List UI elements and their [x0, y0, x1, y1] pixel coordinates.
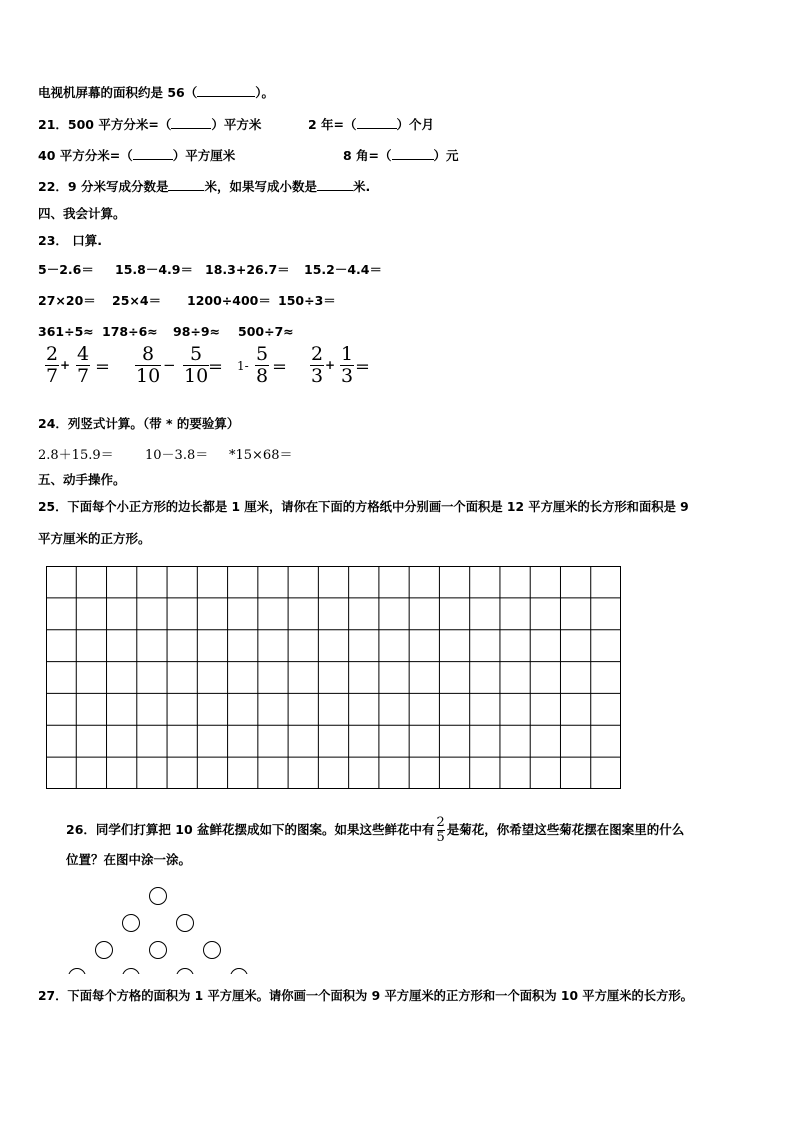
q23-row3-item: 500÷7≈: [238, 324, 294, 339]
denominator: 10: [184, 365, 209, 387]
q21d-post: ）元: [433, 148, 459, 163]
denominator: 7: [46, 365, 59, 387]
flower-circle[interactable]: [123, 915, 140, 932]
equals-sign: ＝: [208, 358, 224, 376]
q24-item: 10－3.8＝: [145, 448, 209, 463]
denominator: 3: [311, 365, 324, 387]
q21b-post: ）个月: [396, 117, 435, 132]
q21c-blank[interactable]: [133, 147, 173, 160]
fraction-2-5: [437, 816, 445, 845]
q26-line1: [66, 816, 684, 845]
q26-line2: 位置？在图中涂一涂。: [66, 852, 192, 867]
denominator: 8: [256, 365, 269, 387]
plus-sign: +: [325, 358, 336, 372]
one-minus: 1-: [237, 359, 249, 373]
q22-blank-decimal[interactable]: [317, 178, 353, 191]
q21c-post: ）平方厘米: [172, 148, 236, 163]
q21d-pre: 8 角=（: [343, 148, 392, 163]
q25-line2: 平方厘米的正方形。: [38, 531, 151, 546]
q27-line: 27．下面每个方格的面积为 1 平方厘米。请你画一个面积为 9 平方厘米的正方形和一个面积为 10 平方厘米的长方形。: [38, 989, 693, 1003]
q20-close: ）。: [255, 85, 275, 100]
flower-circle[interactable]: [69, 969, 86, 975]
section-5-heading: 五、动手操作。: [38, 472, 126, 487]
q21b-blank[interactable]: [357, 116, 397, 129]
numerator: 4: [77, 343, 90, 365]
q25-line1: 25．下面每个小正方形的边长都是 1 厘米，请你在下面的方格纸中分别画一个面积是 12 平方厘米的长方形和面积是 9: [38, 500, 689, 514]
q22-part2: 米，如果写成小数是: [204, 179, 317, 194]
q23-row3-item: 98÷9≈: [173, 324, 221, 339]
q21d-blank[interactable]: [392, 147, 434, 160]
q23-row3-item: 361÷5≈: [38, 324, 94, 339]
q21c-pre: 40 平方分米=（: [38, 148, 133, 163]
q23-row2-item: 150÷3＝: [278, 293, 336, 308]
q21a-line: [38, 116, 261, 133]
q21a-blank[interactable]: [171, 116, 211, 129]
flower-circle[interactable]: [177, 915, 194, 932]
flower-circle[interactable]: [204, 942, 221, 959]
fraction-4-7: [76, 344, 90, 387]
q23-row1-item: 5－2.6＝: [38, 262, 94, 277]
q26-post: 是菊花，你希望这些菊花摆在图案里的什么: [446, 822, 685, 837]
numerator: 5: [190, 343, 203, 365]
q21b-line: [308, 116, 434, 133]
flower-pattern[interactable]: [60, 884, 260, 974]
q24-item: *15×68＝: [229, 448, 293, 463]
q23-row1-item: 18.3+26.7＝: [205, 262, 290, 277]
numerator: 8: [142, 343, 155, 365]
q21d-line: [343, 147, 459, 164]
q21a-pre: 21．500 平方分米=（: [38, 117, 172, 132]
q24-item: 2.8＋15.9＝: [38, 448, 114, 463]
denominator: 10: [136, 365, 161, 387]
flower-circle[interactable]: [177, 969, 194, 975]
denominator: 5: [436, 830, 445, 845]
numerator: 5: [256, 343, 269, 365]
fraction-2-7: [45, 344, 59, 387]
numerator: 2: [46, 343, 59, 365]
fraction-1-3: [340, 344, 354, 387]
q22-blank-fraction[interactable]: [168, 178, 204, 191]
q20-tail-line: [38, 84, 274, 101]
q22-line: [38, 178, 370, 195]
equals-sign: ＝: [355, 358, 371, 376]
section-4-heading: 四、我会计算。: [38, 206, 126, 221]
fraction-2-3: [310, 344, 324, 387]
fraction-5-10: [183, 344, 209, 387]
q20-text: 电视机屏幕的面积约是 56（: [38, 85, 198, 100]
denominator: 7: [77, 365, 90, 387]
minus-sign: −: [163, 356, 176, 374]
q23-row3-item: 178÷6≈: [102, 324, 158, 339]
fraction-5-8: [255, 344, 269, 387]
q26-pre: 26．同学们打算把 10 盆鲜花摆成如下的图案。如果这些鲜花中有: [66, 822, 435, 837]
flower-circle[interactable]: [150, 888, 167, 905]
q24-title: 24．列竖式计算。（带 * 的要验算）: [38, 416, 240, 431]
flower-circle[interactable]: [231, 969, 248, 975]
q20-answer-blank[interactable]: [197, 84, 255, 97]
q21c-line: [38, 147, 235, 164]
q21a-post: ）平方米: [211, 117, 262, 132]
plus-sign: +: [60, 358, 71, 372]
q23-row2-item: 25×4＝: [112, 293, 162, 308]
q22-part1: 22．9 分米写成分数是: [38, 179, 169, 194]
flower-circle[interactable]: [150, 942, 167, 959]
flower-circle[interactable]: [123, 969, 140, 975]
square-grid-paper[interactable]: [46, 566, 621, 789]
equals-sign: ＝: [272, 358, 288, 376]
q23-title: 23． 口算.: [38, 233, 102, 248]
q21b-pre: 2 年=（: [308, 117, 357, 132]
numerator: 2: [436, 815, 445, 830]
fraction-8-10: [135, 344, 161, 387]
q23-row1-item: 15.8－4.9＝: [115, 262, 193, 277]
q23-row2-item: 1200÷400＝: [187, 293, 271, 308]
numerator: 2: [311, 343, 324, 365]
flower-circle[interactable]: [96, 942, 113, 959]
q23-row1-item: 15.2－4.4＝: [304, 262, 382, 277]
q22-part3: 米.: [352, 179, 371, 194]
numerator: 1: [341, 343, 354, 365]
equals-sign: ＝: [95, 358, 111, 376]
denominator: 3: [341, 365, 354, 387]
q23-row2-item: 27×20＝: [38, 293, 96, 308]
